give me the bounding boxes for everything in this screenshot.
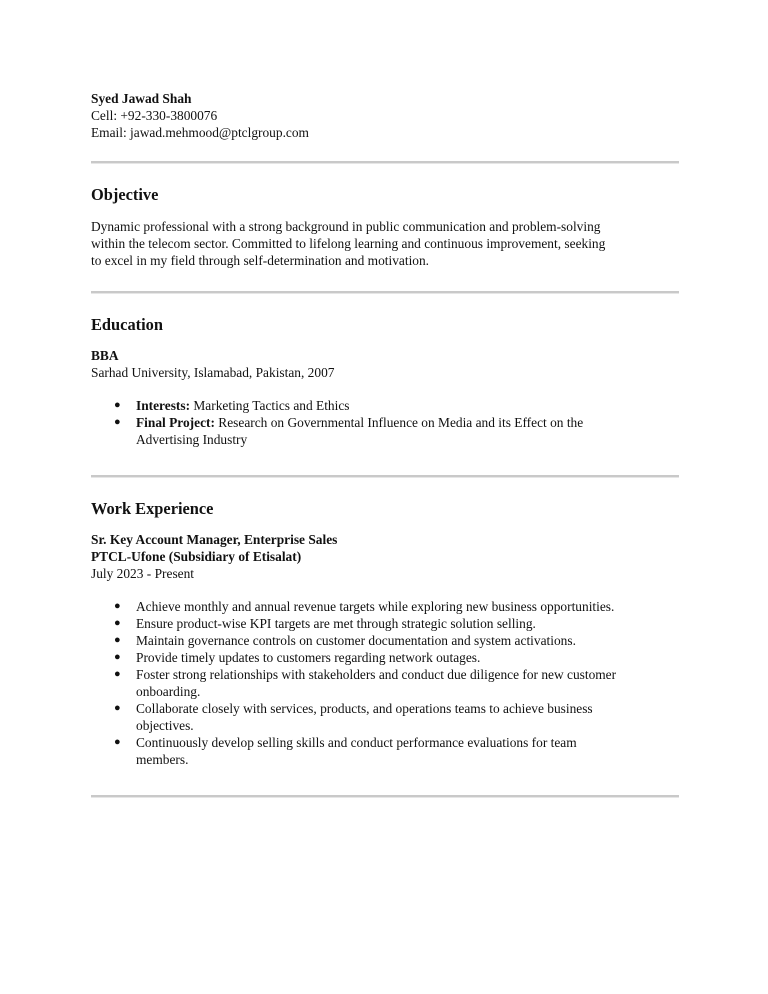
item-text-cont: members. <box>136 752 189 767</box>
list-item <box>114 414 679 448</box>
candidate-name: Syed Jawad Shah <box>91 91 192 106</box>
job-company: PTCL-Ufone (Subsidiary of Etisalat) <box>91 549 302 564</box>
list-item <box>114 397 679 414</box>
item-text-cont: Advertising Industry <box>136 432 248 447</box>
list-item <box>114 734 679 768</box>
job-dates: July 2023 - Present <box>91 566 195 581</box>
objective-section <box>91 185 679 269</box>
degree: BBA <box>91 348 119 363</box>
education-title: Education <box>91 315 163 334</box>
item-text: Provide timely updates to customers regarding network outages. <box>136 650 481 665</box>
email-address: Email: jawad.mehmood@ptclgroup.com <box>91 125 309 140</box>
school: Sarhad University, Islamabad, Pakistan, 2007 <box>91 365 335 380</box>
bullet-icon: ● <box>114 617 121 629</box>
list-item <box>114 666 679 700</box>
list-item <box>114 700 679 734</box>
bullet-icon: ● <box>114 600 121 612</box>
section-divider <box>91 475 679 478</box>
objective-title: Objective <box>91 185 159 204</box>
list-item <box>114 649 679 666</box>
work-section <box>91 499 679 768</box>
item-text: Collaborate closely with services, products, and operations teams to achieve business <box>136 701 593 716</box>
objective-line: within the telecom sector. Committed to lifelong learning and continuous improvement, seeking <box>91 236 606 251</box>
resume-page <box>91 90 679 798</box>
item-text: Research on Governmental Influence on Media and its Effect on the <box>214 415 584 430</box>
item-label: Final Project: <box>136 415 215 430</box>
bullet-icon: ● <box>114 736 121 748</box>
item-text: Marketing Tactics and Ethics <box>190 398 350 413</box>
item-text: Foster strong relationships with stakeholders and conduct due diligence for new customer <box>136 667 617 682</box>
item-text: Maintain governance controls on customer documentation and system activations. <box>136 633 576 648</box>
objective-line: Dynamic professional with a strong background in public communication and problem-solving <box>91 219 601 234</box>
section-divider <box>91 795 679 798</box>
bullet-icon: ● <box>114 399 121 411</box>
bullet-icon: ● <box>114 668 121 680</box>
list-item <box>114 598 679 615</box>
list-item <box>114 615 679 632</box>
education-list <box>91 397 679 448</box>
item-text: Continuously develop selling skills and conduct performance evaluations for team <box>136 735 577 750</box>
cell-phone: Cell: +92-330-3800076 <box>91 108 218 123</box>
bullet-icon: ● <box>114 651 121 663</box>
item-label: Interests: <box>136 398 191 413</box>
section-divider <box>91 161 679 164</box>
objective-text <box>91 218 679 269</box>
contact-block <box>91 90 679 141</box>
education-section <box>91 315 679 448</box>
job-role: Sr. Key Account Manager, Enterprise Sales <box>91 532 338 547</box>
list-item <box>114 632 679 649</box>
item-text: Ensure product-wise KPI targets are met through strategic solution selling. <box>136 616 536 631</box>
bullet-icon: ● <box>114 416 121 428</box>
objective-line: to excel in my field through self-determination and motivation. <box>91 253 430 268</box>
item-text-cont: objectives. <box>136 718 194 733</box>
bullet-icon: ● <box>114 702 121 714</box>
item-text: Achieve monthly and annual revenue targets while exploring new business opportunities. <box>136 599 615 614</box>
bullet-icon: ● <box>114 634 121 646</box>
work-list <box>91 598 679 768</box>
item-text-cont: onboarding. <box>136 684 201 699</box>
section-divider <box>91 291 679 294</box>
work-title: Work Experience <box>91 499 214 518</box>
